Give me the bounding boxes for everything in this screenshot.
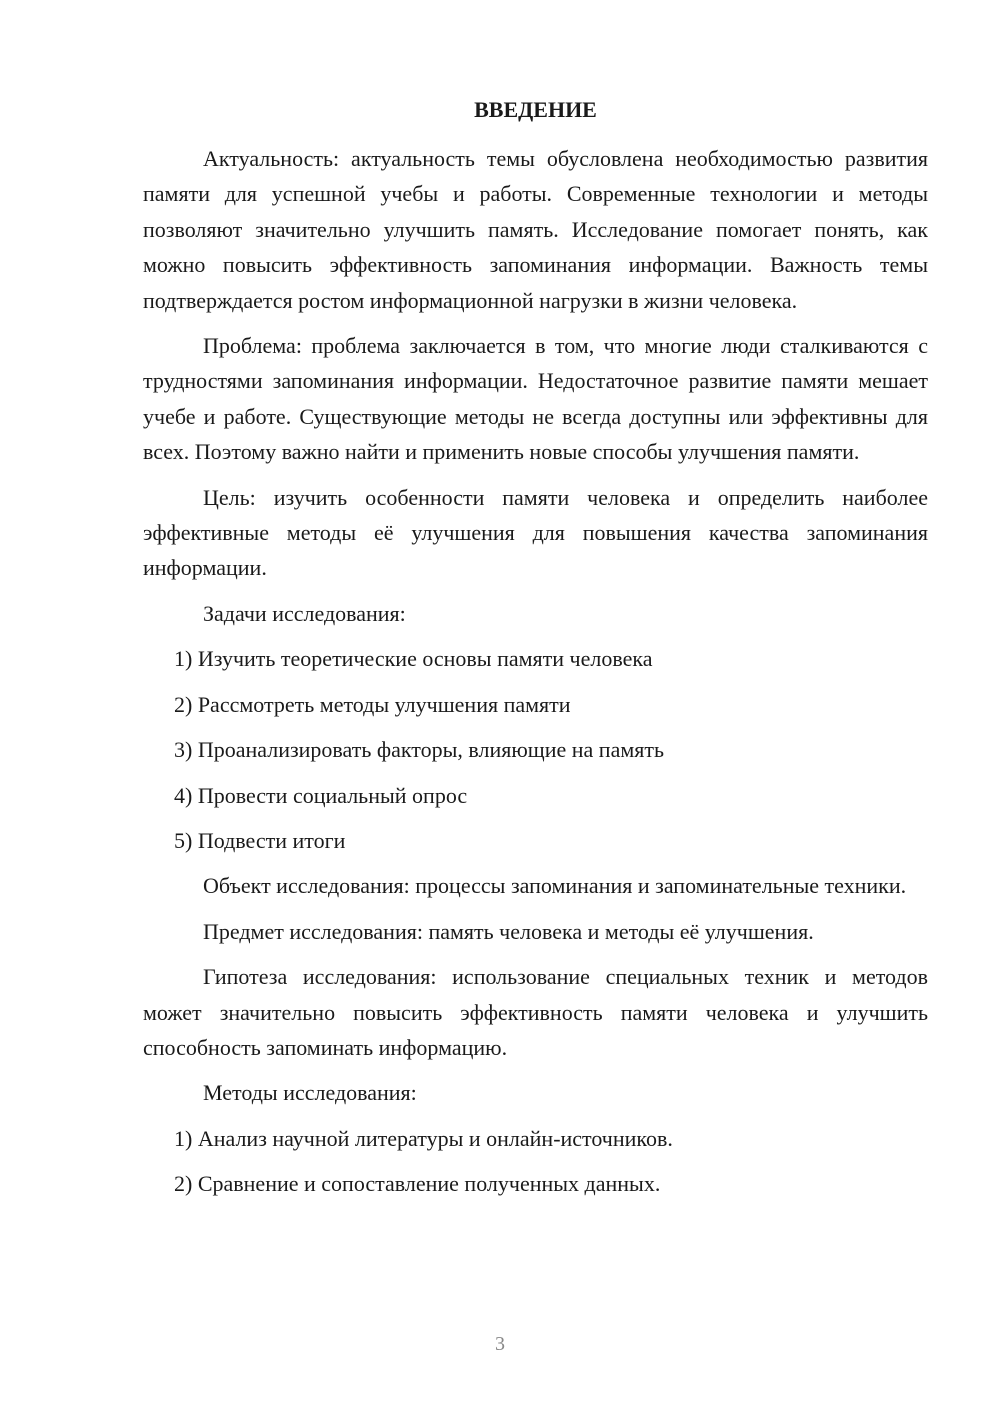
- methods-list: [143, 1121, 928, 1202]
- object-paragraph: Объект исследования: процессы запоминания и запоминательные техники.: [203, 873, 907, 899]
- task-item-1: 1) Изучить теоретические основы памяти человека: [174, 646, 653, 672]
- methods-heading: Методы исследования:: [203, 1080, 417, 1106]
- task-item-2: 2) Рассмотреть методы улучшения памяти: [174, 691, 571, 717]
- section-title: ВВЕДЕНИЕ: [474, 97, 597, 122]
- tasks-list: [143, 641, 928, 858]
- subject-paragraph: Предмет исследования: память человека и методы её улучшения.: [203, 918, 814, 944]
- goal-paragraph: Цель: изучить особенности памяти человека и определить наиболее эффективные методы её улучшения для повышения качества запоминания информации.: [143, 484, 928, 581]
- task-item-5: 5) Подвести итоги: [174, 827, 346, 853]
- relevance-paragraph: Актуальность: актуальность темы обусловлена необходимостью развития памяти для успешной учебы и работы. Современные технологии и методы позволяют значительно улучшить память. Исследование помогает понять, как можно повысить эффективность запоминания информации. Важность темы подтверждается ростом информационной нагрузки в жизни человека.: [143, 146, 928, 313]
- task-item-4: 4) Провести социальный опрос: [174, 782, 468, 808]
- method-item-1: 1) Анализ научной литературы и онлайн-источников.: [174, 1125, 673, 1151]
- hypothesis-paragraph: Гипотеза исследования: использование специальных техник и методов может значительно повысить эффективность памяти человека и улучшить способность запоминать информацию.: [143, 964, 928, 1060]
- page-number: 3: [495, 1333, 505, 1355]
- tasks-heading: Задачи исследования:: [203, 600, 406, 626]
- method-item-2: 2) Сравнение и сопоставление полученных данных.: [174, 1171, 661, 1197]
- task-item-3: 3) Проанализировать факторы, влияющие на память: [174, 737, 665, 763]
- page-content: [143, 95, 928, 1212]
- problem-paragraph: Проблема: проблема заключается в том, что многие люди сталкиваются с трудностями запоминания информации. Недостаточное развитие памяти мешает учебе и работе. Существующие методы не всегда доступны или эффективны для всех. Поэтому важно найти и применить новые способы улучшения памяти.: [143, 333, 928, 465]
